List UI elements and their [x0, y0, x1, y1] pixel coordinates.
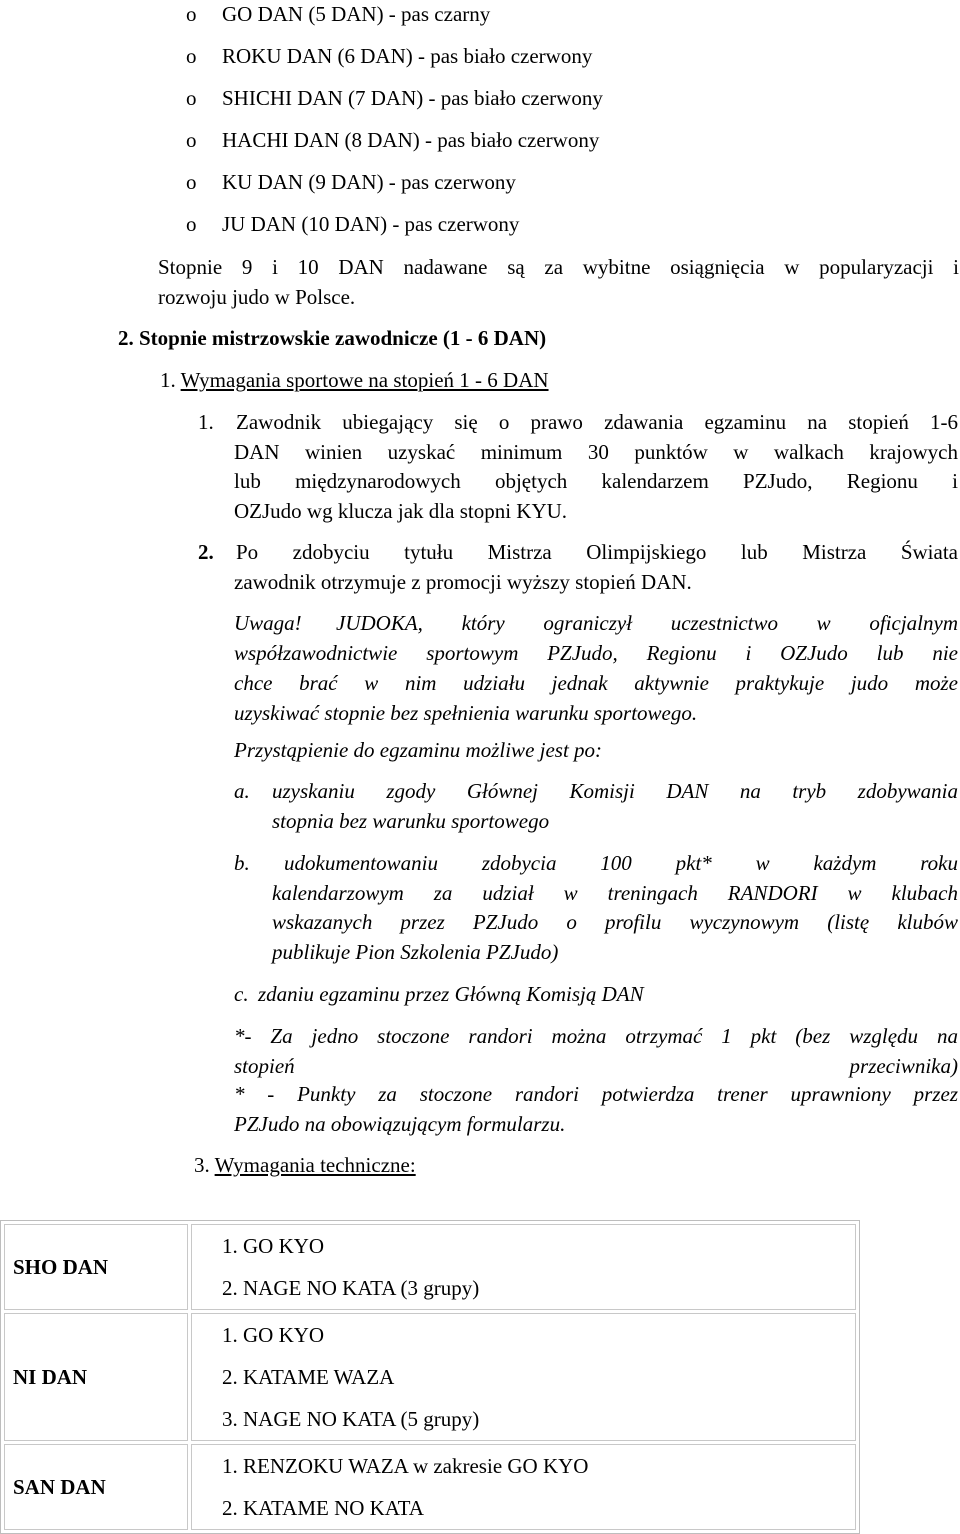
table-row — [4, 1444, 856, 1530]
footnote-line: * - Punkty za stoczone randori potwierdza trener uprawniony przez — [234, 1082, 958, 1106]
section-heading — [118, 326, 546, 351]
condition-line: stopnia bez warunku sportowego — [272, 809, 550, 833]
note-line: Stopnie 9 i 10 DAN nadawane są za wybitne osiągnięcia w popularyzacji i — [158, 255, 959, 279]
warning-line: chce brać w nim udziału jednak aktywnie praktykuje judo może — [234, 671, 958, 695]
footnote-line: PZJudo na obowiązującym formularzu. — [234, 1112, 566, 1136]
subsection-heading — [160, 368, 549, 393]
point-line: DAN winien uzyskać minimum 30 punktów w walkach krajowych — [234, 440, 958, 464]
section-number: 2. — [118, 326, 134, 350]
subsection-number: 1. — [160, 368, 176, 392]
note-line: rozwoju judo w Polsce. — [158, 285, 356, 309]
point-number: 1. — [198, 410, 214, 434]
bullet-marker: o — [186, 212, 197, 236]
subsection-number: 3. — [194, 1153, 210, 1177]
point-line: OZJudo wg klucza jak dla stopni KYU. — [234, 499, 568, 523]
warning-line: uzyskiwać stopnie bez spełnienia warunku sportowego. — [234, 701, 698, 725]
requirements-cell — [191, 1224, 856, 1310]
subsection-heading — [194, 1153, 416, 1178]
list-item-text: SHICHI DAN (7 DAN) - pas biało czerwony — [222, 86, 603, 110]
rank-cell: SHO DAN — [4, 1224, 188, 1310]
subsection-title: Wymagania sportowe na stopień 1 - 6 DAN — [180, 368, 549, 392]
requirement-item: 1. GO KYO — [222, 1323, 325, 1347]
bullet-marker: o — [186, 44, 197, 68]
requirement-item: 2. KATAME NO KATA — [222, 1496, 424, 1520]
rank-cell: NI DAN — [4, 1313, 188, 1441]
table-row — [4, 1224, 856, 1310]
bullet-marker: o — [186, 2, 197, 26]
requirement-item: 1. RENZOKU WAZA w zakresie GO KYO — [222, 1454, 589, 1478]
warning-line: współzawodnictwie sportowym PZJudo, Regionu i OZJudo lub nie — [234, 641, 958, 665]
condition-marker: a. — [234, 779, 250, 803]
warning-label: Uwaga! — [234, 611, 302, 635]
list-item-text: KU DAN (9 DAN) - pas czerwony — [222, 170, 516, 194]
point-number: 2. — [198, 540, 214, 564]
condition-line: zdaniu egzaminu przez Główną Komisją DAN — [258, 982, 644, 1006]
requirement-item: 2. NAGE NO KATA (3 grupy) — [222, 1276, 480, 1300]
requirements-cell — [191, 1313, 856, 1441]
condition-marker: b. — [234, 851, 250, 875]
requirement-item: 1. GO KYO — [222, 1234, 325, 1258]
point-line: zawodnik otrzymuje z promocji wyższy stopień DAN. — [234, 570, 692, 594]
bullet-marker: o — [186, 128, 197, 152]
condition-line: udokumentowaniu zdobycia 100 pkt* w każdym roku — [284, 851, 958, 875]
section-title: Stopnie mistrzowskie zawodnicze (1 - 6 DAN) — [139, 326, 547, 350]
bullet-marker: o — [186, 170, 197, 194]
condition-line: kalendarzowym za udział w treningach RANDORI w klubach — [272, 881, 958, 905]
list-item-text: HACHI DAN (8 DAN) - pas biało czerwony — [222, 128, 600, 152]
table-row — [4, 1313, 856, 1441]
subsection-title: Wymagania techniczne: — [214, 1153, 416, 1177]
condition-line: wskazanych przez PZJudo o profilu wyczynowym (listę klubów — [272, 910, 958, 934]
condition-line: uzyskaniu zgody Głównej Komisji DAN na tryb zdobywania — [272, 779, 958, 803]
footnote-line: *- Za jedno stoczone randori można otrzymać 1 pkt (bez względu na — [234, 1024, 958, 1048]
requirement-item: 3. NAGE NO KATA (5 grupy) — [222, 1407, 480, 1431]
point-line: Po zdobyciu tytułu Mistrza Olimpijskiego lub Mistrza Świata — [236, 540, 958, 564]
condition-marker: c. — [234, 982, 249, 1006]
list-item-text: ROKU DAN (6 DAN) - pas biało czerwony — [222, 44, 593, 68]
conditions-heading: Przystąpienie do egzaminu możliwe jest po: — [234, 738, 603, 762]
rank-cell: SAN DAN — [4, 1444, 188, 1530]
footnote-line: stopień przeciwnika) — [234, 1054, 958, 1078]
warning-line: JUDOKA, który ograniczył uczestnictwo w oficjalnym — [336, 611, 958, 635]
requirement-item: 2. KATAME WAZA — [222, 1365, 395, 1389]
list-item-text: GO DAN (5 DAN) - pas czarny — [222, 2, 491, 26]
requirements-cell — [191, 1444, 856, 1530]
list-item-text: JU DAN (10 DAN) - pas czerwony — [222, 212, 520, 236]
bullet-marker: o — [186, 86, 197, 110]
technical-requirements-table — [0, 1220, 860, 1534]
point-line: Zawodnik ubiegający się o prawo zdawania egzaminu na stopień 1-6 — [236, 410, 958, 434]
point-line: lub międzynarodowych objętych kalendarzem PZJudo, Regionu i — [234, 469, 958, 493]
condition-line: publikuje Pion Szkolenia PZJudo) — [272, 940, 559, 964]
